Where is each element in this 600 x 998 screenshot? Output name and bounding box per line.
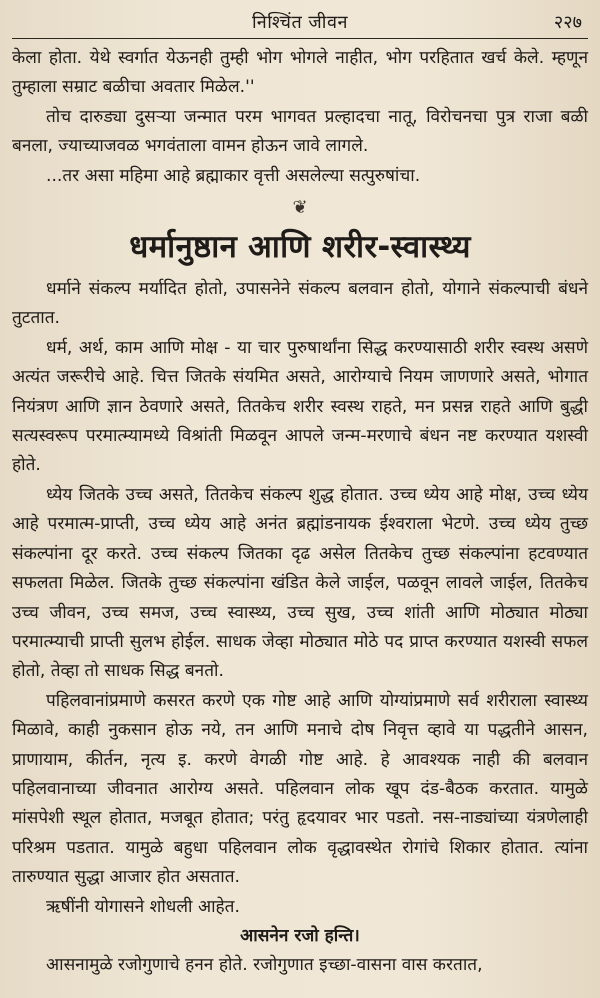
section-title: धर्मानुष्ठान आणि शरीर-स्वास्थ्य [129, 229, 471, 266]
page-content [12, 44, 588, 981]
paragraph: आसनामुळे रजोगुणाचे हनन होते. रजोगुणात इच्छा-वासना वास करतात, [46, 955, 483, 976]
paragraph: ध्येय जितके उच्च असते, तितकेच संकल्प शुद्ध होतात. उच्च ध्येय आहे मोक्ष, उच्च ध्येय आहे परमात्म-प्राप्ती, उच्च ध्येय आहे अनंत ब्रह्मांडनायक ईश्वराला भेटणे. उच्च ध्येय तुच्छ संकल्पांना दूर करते. उच्च संकल्प जितका दृढ असेल तितकेच तुच्छ संकल्पांना हटवण्यात सफलता मिळेल. जितके तुच्छ संकल्पांना खंडित केले जाईल, पळवून लावले जाईल, तितकेच उच्च जीवन, उच्च समज, उच्च स्वास्थ्य, उच्च सुख, उच्च शांती आणि मोठ्यात मोठ्या परमात्म्याची प्राप्ती सुलभ होईल. साधक जेव्हा मोठ्यात मोठे पद प्राप्त करण्यात यशस्वी सफल होतो, तेव्हा तो साधक सिद्ध बनतो. [12, 484, 588, 682]
paragraph-continued: केला होता. येथे स्वर्गात येऊनही तुम्ही भोग भोगले नाहीत, भोग परहितात खर्च केले. म्हणून तुम्हाला सम्राट बळीचा अवतार मिळेल.'' [12, 48, 588, 98]
running-title: निश्चिंत जीवन [252, 12, 348, 33]
page-number: २२७ [553, 12, 582, 33]
paragraph: ...तर असा महिमा आहे ब्रह्माकार वृत्ती असलेल्या सत्पुरुषांचा. [46, 165, 421, 186]
page-header [0, 0, 600, 40]
paragraph: ऋषींनी योगासने शोधली आहेत. [46, 896, 240, 917]
flower-ornament-icon: ❦ [292, 197, 308, 219]
paragraph: धर्म, अर्थ, काम आणि मोक्ष - या चार पुरुषार्थांना सिद्ध करण्यासाठी शरीर स्वस्थ असणे अत्यंत जरूरीचे आहे. चित्त जितके संयमित असते, आरोग्याचे नियम जाणणारे असते, भोगात नियंत्रण आणि ज्ञान ठेवणारे असते, तितकेच शरीर स्वस्थ राहते, मन प्रसन्न राहते आणि बुद्धी सत्यस्वरूप परमात्म्यामध्ये विश्रांती मिळवून आपले जन्म-मरणाचे बंधन नष्ट करण्यात यशस्वी होते. [12, 337, 588, 476]
sanskrit-quote: आसनेन रजो हन्ति। [240, 925, 360, 946]
header-rule [12, 38, 588, 39]
paragraph: तोच दारुड्या दुसऱ्या जन्मात परम भागवत प्रल्हादचा नातू, विरोचनचा पुत्र राजा बळी बनला, ज्याच्याजवळ भगवंताला वामन होऊन जावे लागले. [12, 106, 588, 157]
paragraph: पहिलवानांप्रमाणे कसरत करणे एक गोष्ट आहे आणि योग्यांप्रमाणे सर्व शरीराला स्वास्थ्य मिळावे, काही नुकसान होऊ नये, तन आणि मनाचे दोष निवृत्त व्हावे या पद्धतीने आसन, प्राणायाम, कीर्तन, नृत्य इ. करणे वेगळी गोष्ट आहे. हे आवश्यक नाही की बलवान पहिलवानाच्या जीवनात आरोग्य असते. पहिलवान लोक खूप दंड-बैठक करतात. यामुळे मांसपेशी स्थूल होतात, मजबूत होतात; परंतु हृदयावर भार पडतो. नस-नाड्यांच्या यंत्रणेलाही परिश्रम पडतात. यामुळे बहुधा पहिलवान लोक वृद्धावस्थेत रोगांचे शिकार होतात. त्यांना तारुण्यात सुद्धा आजार होत असतात. [12, 690, 588, 888]
paragraph: धर्माने संकल्प मर्यादित होतो, उपासनेने संकल्प बलवान होतो, योगाने संकल्पाची बंधने तुटतात. [12, 279, 588, 329]
